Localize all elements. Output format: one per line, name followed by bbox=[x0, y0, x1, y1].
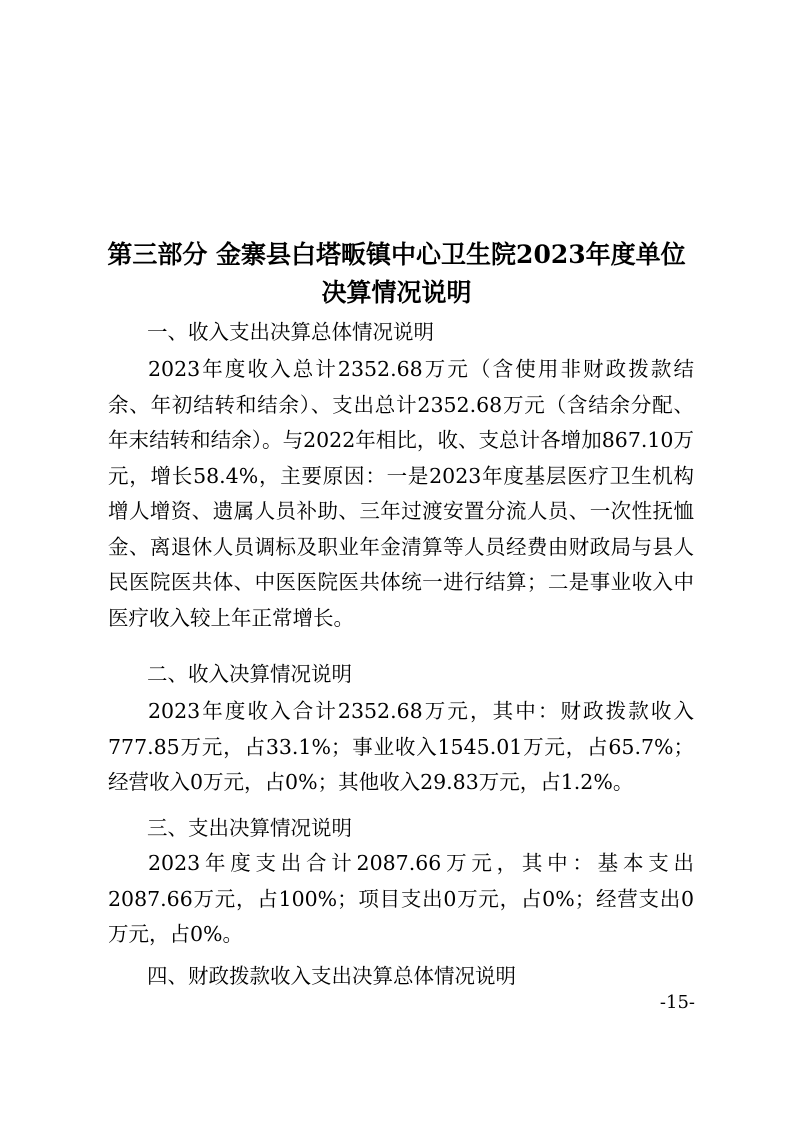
page-number: -15- bbox=[659, 992, 695, 1013]
section-heading-3: 三、支出决算情况说明 bbox=[147, 816, 352, 840]
section-heading-1: 一、收入支出决算总体情况说明 bbox=[147, 320, 434, 344]
page-title: 第三部分 金寨县白塔畈镇中心卫生院2023年度单位决算情况说明 bbox=[107, 240, 686, 307]
section-paragraph-1: 2023年度收入总计2352.68万元（含使用非财政拨款结余、年初结转和结余）、支出总计2352.68万元（含结余分配、年末结转和结余）。与2022年相比，收、支总计各增加867.10万元，增长58.4%，主要原因：一是2023年度基层医疗卫生机构增人增资、遗属人员补助、三年过渡安置分流人员、一次性抚恤金、离退休人员调标及职业年金清算等人员经费由财政局与县人民医院医共体、中医医院医共体统一进行结算；二是事业收入中医疗收入较上年正常增长。 bbox=[108, 357, 694, 630]
section-paragraph-2: 2023年度收入合计2352.68万元，其中：财政拨款收入777.85万元，占33.1%；事业收入1545.01万元，占65.7%；经营收入0万元，占0%；其他收入29.83万元，占1.2%。 bbox=[108, 699, 694, 794]
section-paragraph-3: 2023年度支出合计2087.66万元，其中：基本支出2087.66万元，占100%；项目支出0万元，占0%；经营支出0万元，占0%。 bbox=[108, 851, 694, 946]
section-heading-4: 四、财政拨款收入支出决算总体情况说明 bbox=[147, 964, 516, 988]
section-heading-2: 二、收入决算情况说明 bbox=[147, 662, 352, 686]
